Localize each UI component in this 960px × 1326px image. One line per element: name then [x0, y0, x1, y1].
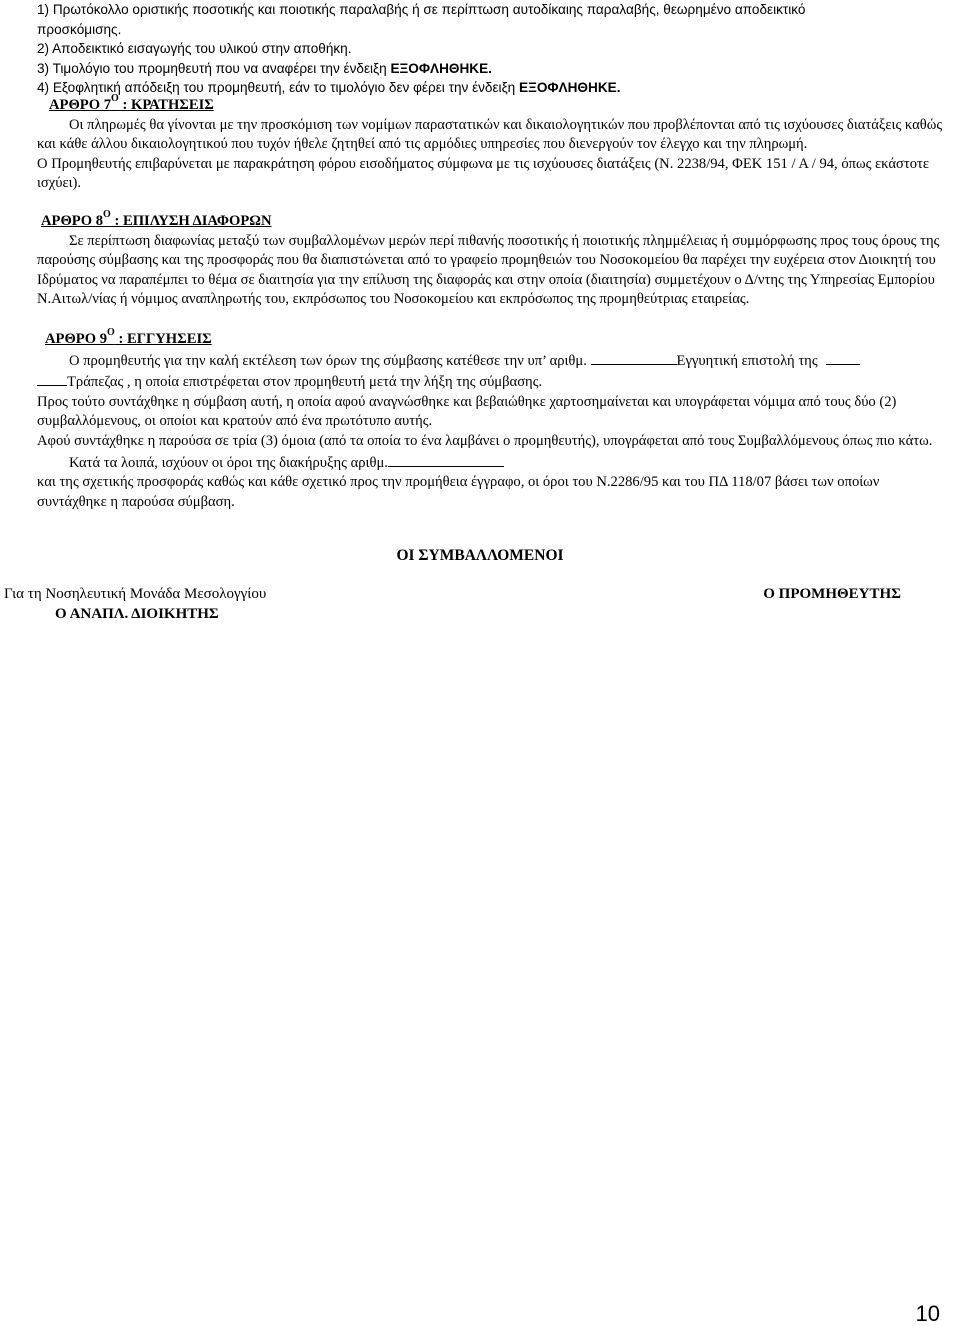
hospital-signature-block	[4, 585, 266, 624]
list-item-3: 3) Τιμολόγιο του προμηθευτή που να αναφέρει την ένδειξη ΕΞΟΦΛΗΘΗΚΕ.	[37, 60, 492, 76]
article-8-paragraph-1: Σε περίπτωση διαφωνίας μεταξύ των συμβαλλομένων μερών περί πιθανής ποσοτικής ή ποιοτικής πλημμέλειας ή συμμόρφωσης προς τους όρους της παρούσης σύμβασης και της προσφοράς που θα διαπιστώνεται από το γραφείο προμηθειών του Νοσοκομείου θα παρέχει την ευχέρεια στον Διοικητή του Ιδρύματος να παραπέμπει το θέμα σε διαιτησία για την επίλυση της διαφοράς και στην οποία (διαιτησία) συμμετέχουν ο Δ/ντης της Υπηρεσίας Εμπορίου Ν.Αιτωλ/νίας ή νόμιμος αναπληρωτής του, εκπρόσωπος του Νοσοκομείου και εκπρόσωπος της προμηθεύτριας εταιρείας.	[37, 232, 940, 308]
article-9-paragraph-2: Προς τούτο συντάχθηκε η σύμβαση αυτή, η οποία αφού αναγνώσθηκε και βεβαιώθηκε χαρτοσημαίνεται και υπογράφεται νόμιμα από τους δύο (2) συμβαλλόμενους, οι οποίοι και κρατούν από ένα πρωτότυπο αυτής.	[37, 393, 897, 430]
article-8-heading: ΑΡΘΡΟ $8^O$ : ΕΠΙΛΥΣΗ ΔΙΑΦΟΡΩΝ	[41, 209, 272, 229]
guarantee-line: Ο προμηθευτής για την καλή εκτέλεση των όρων της σύμβασης κατέθεσε την υπ’ αριθμ. Εγγυητική επιστολή της	[37, 350, 949, 372]
bank-name-blank	[826, 350, 860, 365]
article-7-heading: ΑΡΘΡΟ $7^O$ : ΚΡΑΤΗΣΕΙΣ	[49, 93, 214, 113]
list-item-4: 4) Εξοφλητική απόδειξη του προμηθευτή, εάν το τιμολόγιο δεν φέρει την ένδειξη ΕΞΟΦΛΗΘΗΚΕ.	[37, 80, 621, 96]
receipt-requirements-list	[37, 0, 949, 98]
list-item-1	[37, 0, 949, 39]
paid-stamp-text: ΕΞΟΦΛΗΘΗΚΕ.	[519, 80, 621, 96]
article-7	[37, 93, 949, 194]
list-item-1-text: 1) Πρωτόκολλο οριστικής ποσοτικής και ποιοτικής παραλαβής ή σε περίπτωση αυτοδίκαιης παραλαβής, θεωρημένο αποδεικτικό	[37, 2, 806, 17]
tender-number-blank	[388, 452, 504, 467]
hospital-unit-label: Για τη Νοσηλευτική Μονάδα Μεσολογγίου	[4, 586, 267, 602]
guarantee-number-blank	[591, 350, 677, 365]
page-number: 10	[915, 1301, 940, 1326]
guarantee-line-continued: Τράπεζας , η οποία επιστρέφεται στον προμηθευτή μετά την λήξη της σύμβασης.	[37, 371, 949, 393]
article-7-paragraph-2: Ο Προμηθευτής επιβαρύνεται με παρακράτηση φόρου εισοδήματος σύμφωνα με τις ισχύουσες διατάξεις (Ν. 2238/94, ΦΕΚ 151 / Α / 94, όπως εκάστοτε ισχύει).	[37, 155, 930, 192]
list-item-2: 2) Αποδεικτικό εισαγωγής του υλικού στην αποθήκη.	[37, 41, 352, 57]
article-9	[37, 327, 949, 512]
article-9-paragraph-5: και της σχετικής προσφοράς καθώς και κάθε σχετικό προς την προμήθεια έγγραφο, οι όροι του Ν.2286/95 και του ΠΔ 118/07 βάσει των οποίων συντάχθηκε η παρούσα σύμβαση.	[37, 474, 880, 510]
article-8	[37, 209, 949, 310]
article-9-heading: ΑΡΘΡΟ $9^O$ : ΕΓΓΥΗΣΕΙΣ	[45, 327, 212, 347]
article-7-paragraph-1: Οι πληρωμές θα γίνονται με την προσκόμιση των νομίμων παραστατικών και δικαιολογητικών που προβλέπονται από τις ισχύουσες διατάξεις καθώς και κάθε άλλου δικαιολογητικού που τυχόν ήθελε ζητηθεί από τις αρμόδιες υπηρεσίες που διενεργούν τον έλεγχο και την πληρωμή.	[37, 116, 943, 153]
tender-reference-line: Κατά τα λοιπά, ισχύουν οι όροι της διακήρυξης αριθμ.	[37, 452, 949, 474]
list-item-1-continuation: προσκόμισης.	[37, 21, 122, 37]
article-9-paragraph-3: Αφού συντάχθηκε η παρούσα σε τρία (3) όμοια (από τα οποία το ένα λαμβάνει ο προμηθευτής), υπογράφεται από τους Συμβαλλόμενους όπως πιο κάτω.	[37, 432, 933, 449]
deputy-director-title: Ο ΑΝΑΠΛ. ΔΙΟΙΚΗΤΗΣ	[55, 605, 219, 622]
supplier-signature-block: Ο ΠΡΟΜΗΘΕΥΤΗΣ	[763, 586, 901, 602]
contracting-parties-title: ΟΙ ΣΥΜΒΑΛΛΟΜΕΝΟΙ	[396, 547, 564, 564]
bank-name-blank-continued	[37, 371, 67, 386]
paid-stamp-text: ΕΞΟΦΛΗΘΗΚΕ.	[390, 60, 492, 76]
